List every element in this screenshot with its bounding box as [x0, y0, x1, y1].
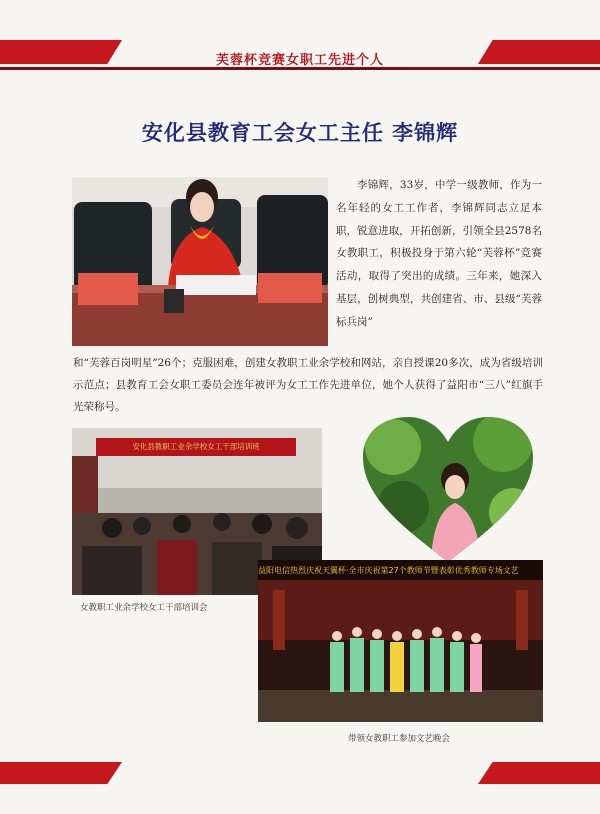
bottom-banner [0, 762, 600, 786]
heart-portrait-photo [363, 417, 533, 562]
top-banner-left-bar [0, 40, 122, 64]
performance-photo-caption: 带领女教职工参加文艺晚会 [348, 734, 451, 744]
portrait-photo [72, 177, 328, 346]
intro-paragraph: 李锦辉，33岁，中学一级教师，作为一名年轻的女工工作者，李锦辉同志立足本职，锐意进取，开拓创新，引领全县2578名女教职工，积极投身于第六轮“芙蓉杯”竞赛活动，取得了突出的成绩。三年来，她深入基层，创树典型，共创建省、市、县级“芙蓉标兵岗” [336, 179, 542, 328]
training-banner-text: 安化县教职工业余学校女工干部培训班 [132, 442, 260, 451]
bottom-banner-right-bar [478, 762, 600, 784]
continuation-paragraph: 和“芙蓉百岗明星”26个；克服困难，创建女教职工业余学校和网站，亲自授课20多次，成为省级培训示范点；县教育工会女职工委员会连年被评为女工工作先进单位，她个人获得了益阳市“三八”红旗手光荣称号。 [73, 357, 543, 413]
page-title: 安化县教育工会女工主任 李锦辉 [141, 120, 459, 145]
stage-performance-photo [258, 560, 543, 722]
bottom-banner-left-bar [0, 762, 122, 784]
training-photo-caption: 女教职工业余学校女工干部培训会 [80, 603, 208, 613]
top-banner-right-bar [478, 40, 600, 64]
banner-title: 芙蓉杯竞赛女职工先进个人 [215, 53, 384, 68]
performance-banner-text: 益阳电信热烈庆祝天翼杯·全市庆祝第27个教师节暨表彰优秀教师专场文艺 [258, 566, 519, 575]
